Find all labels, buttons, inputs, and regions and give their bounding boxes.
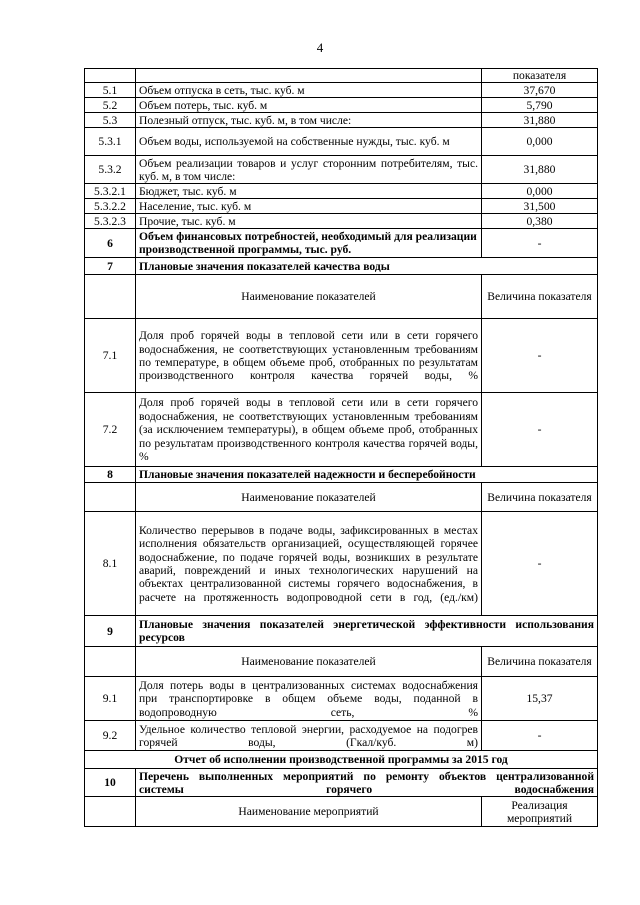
indicator-value-cell: 15,37 — [482, 677, 598, 721]
table-row — [85, 797, 598, 827]
indicator-value-cell: 0,000 — [482, 184, 598, 199]
section-row — [85, 467, 598, 483]
page-number: 4 — [316, 40, 324, 55]
section-number-cell: 10 — [85, 769, 136, 797]
row-number-cell: 7.2 — [85, 393, 136, 467]
indicator-name-cell — [136, 69, 482, 83]
table-row — [85, 229, 598, 258]
row-number-cell: 5.3 — [85, 113, 136, 128]
indicator-value-cell: - — [482, 512, 598, 616]
row-number-cell: 9.2 — [85, 721, 136, 751]
indicator-value-cell: - — [482, 393, 598, 467]
row-number-cell: 7.1 — [85, 319, 136, 393]
row-number-cell: 5.3.2.2 — [85, 199, 136, 214]
row-number-cell: 5.1 — [85, 83, 136, 98]
indicator-name-cell: Удельное количество тепловой энергии, расходуемое на подогрев горячей воды, (Гкал/куб. м) — [136, 721, 482, 751]
table-row — [85, 647, 598, 677]
indicator-name-cell: Доля проб горячей воды в тепловой сети или в сети горячего водоснабжения, не соответствующих установленным требованиям по температуре, в общем объеме проб, отобранных по результатам производственного контроля качества горячей воды, % — [136, 319, 482, 393]
section-number-cell: 8 — [85, 467, 136, 483]
column-header-value: Величина показателя — [482, 483, 598, 512]
row-number-cell: 8.1 — [85, 512, 136, 616]
section-row — [85, 258, 598, 275]
row-number-cell: 5.3.2.3 — [85, 214, 136, 229]
column-header-value: Величина показателя — [482, 275, 598, 319]
report-title-cell: Отчет об исполнении производственной программы за 2015 год — [85, 751, 598, 769]
table-row — [85, 199, 598, 214]
section-number-cell: 9 — [85, 616, 136, 647]
indicator-value-cell: - — [482, 721, 598, 751]
table-row — [85, 483, 598, 512]
indicator-value-cell: 0,000 — [482, 128, 598, 156]
table-row — [85, 83, 598, 98]
indicator-name-cell: Объем реализации товаров и услуг сторонним потребителям, тыс. куб. м, в том числе: — [136, 156, 482, 184]
row-number-cell: 5.3.2 — [85, 156, 136, 184]
table-row — [85, 677, 598, 721]
indicator-value-cell: 31,500 — [482, 199, 598, 214]
column-header-value: Реализация мероприятий — [482, 797, 598, 827]
indicator-value-cell: 31,880 — [482, 113, 598, 128]
indicator-name-cell: Объем воды, используемой на собственные нужды, тыс. куб. м — [136, 128, 482, 156]
column-header-name: Наименование мероприятий — [136, 797, 482, 827]
blank-cell — [85, 275, 136, 319]
row-number-cell: 6 — [85, 229, 136, 258]
section-title-cell: Плановые значения показателей качества воды — [136, 258, 598, 275]
blank-cell — [85, 647, 136, 677]
table-row — [85, 319, 598, 393]
program-table — [84, 68, 598, 827]
column-header-value: Величина показателя — [482, 647, 598, 677]
indicator-name-cell: Количество перерывов в подаче воды, зафиксированных в местах исполнения обязательств организацией, осуществляющей горячее водоснабжение, по подаче горячей воды, возникших в результате аварий, повреждений и иных технологических нарушений на объектах централизованной системы горячего водоснабжения, в расчете на протяженность водопроводной сети в год, (ед./км) — [136, 512, 482, 616]
table-row — [85, 113, 598, 128]
table-row — [85, 69, 598, 83]
section-row — [85, 616, 598, 647]
column-header-name: Наименование показателей — [136, 647, 482, 677]
section-title-cell: Плановые значения показателей энергетической эффективности использования ресурсов — [136, 616, 598, 647]
table-row — [85, 512, 598, 616]
indicator-value-cell: 0,380 — [482, 214, 598, 229]
indicator-value-cell: показателя — [482, 69, 598, 83]
row-number-cell: 5.3.1 — [85, 128, 136, 156]
indicator-name-cell: Доля потерь воды в централизованных системах водоснабжения при транспортировке в общем объеме воды, поданной в водопроводную сеть, % — [136, 677, 482, 721]
section-title-cell: Перечень выполненных мероприятий по ремонту объектов централизованной системы горячего водоснабжения — [136, 769, 598, 797]
indicator-name-cell: Объем отпуска в сеть, тыс. куб. м — [136, 83, 482, 98]
table-row — [85, 721, 598, 751]
table-row — [85, 214, 598, 229]
table-row — [85, 98, 598, 113]
table-row — [85, 184, 598, 199]
table-row — [85, 393, 598, 467]
indicator-name-cell: Доля проб горячей воды в тепловой сети или в сети горячего водоснабжения, не соответствующих установленным требованиям (за исключением температуры), в общем объеме проб, отобранных по результатам производственного контроля качества горячей воды, % — [136, 393, 482, 467]
indicator-value-cell: 37,670 — [482, 83, 598, 98]
indicator-name-cell: Объем финансовых потребностей, необходимый для реализации производственной программы, тыс. руб. — [136, 229, 482, 258]
table-row — [85, 128, 598, 156]
section-row — [85, 751, 598, 769]
row-number-cell: 5.3.2.1 — [85, 184, 136, 199]
section-number-cell: 7 — [85, 258, 136, 275]
indicator-name-cell: Население, тыс. куб. м — [136, 199, 482, 214]
indicator-name-cell: Прочие, тыс. куб. м — [136, 214, 482, 229]
indicator-value-cell: 31,880 — [482, 156, 598, 184]
blank-cell — [85, 483, 136, 512]
section-title-cell: Плановые значения показателей надежности и бесперебойности — [136, 467, 598, 483]
indicator-value-cell: - — [482, 229, 598, 258]
indicator-name-cell: Объем потерь, тыс. куб. м — [136, 98, 482, 113]
section-row — [85, 769, 598, 797]
row-number-cell — [85, 69, 136, 83]
indicator-name-cell: Бюджет, тыс. куб. м — [136, 184, 482, 199]
column-header-name: Наименование показателей — [136, 483, 482, 512]
indicator-name-cell: Полезный отпуск, тыс. куб. м, в том числе: — [136, 113, 482, 128]
indicator-value-cell: 5,790 — [482, 98, 598, 113]
row-number-cell: 5.2 — [85, 98, 136, 113]
indicator-value-cell: - — [482, 319, 598, 393]
row-number-cell: 9.1 — [85, 677, 136, 721]
table-row — [85, 156, 598, 184]
column-header-name: Наименование показателей — [136, 275, 482, 319]
table-row — [85, 275, 598, 319]
blank-cell — [85, 797, 136, 827]
